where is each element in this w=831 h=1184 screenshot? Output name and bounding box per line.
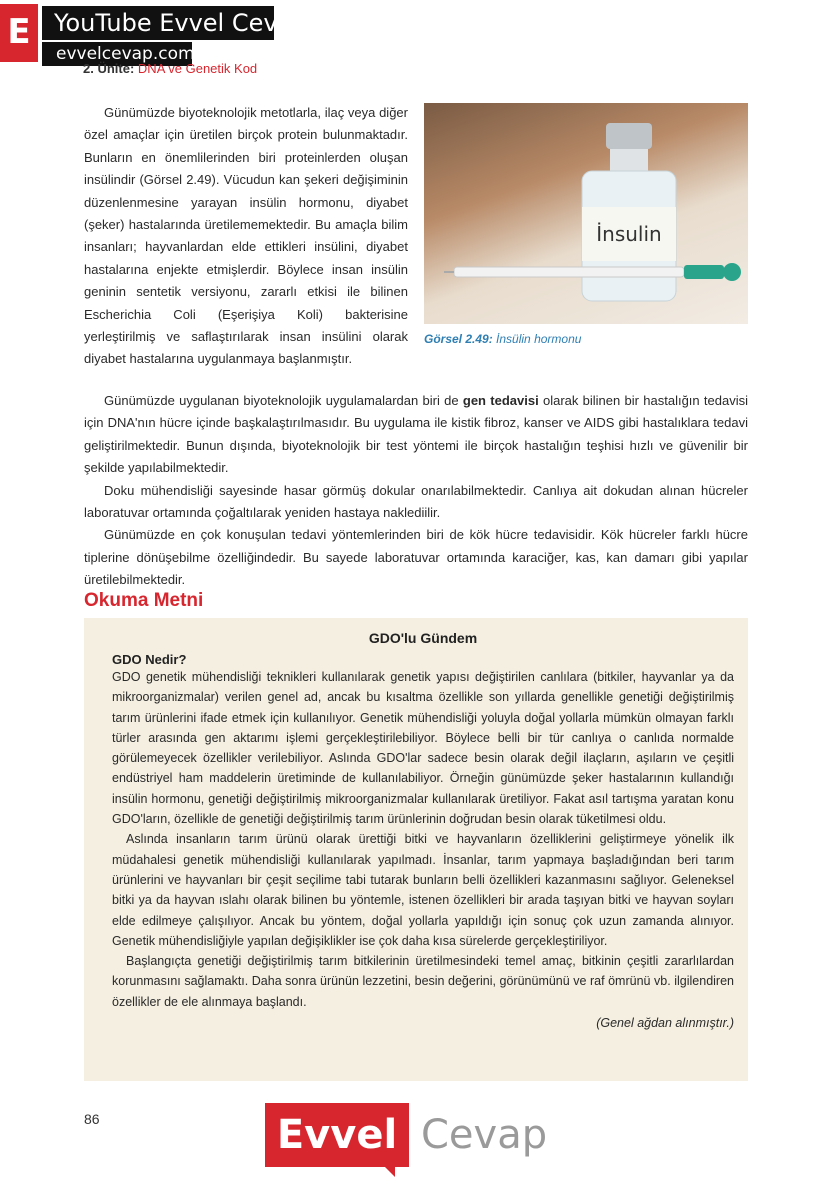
body-text [84,390,748,592]
evvel-logo: E [0,4,38,62]
unit-label: 2. Ünite: [83,61,135,76]
gen-tedavisi-term: gen tedavisi [462,393,539,408]
reading-title: GDO'lu Gündem [368,630,478,646]
reading-box [84,618,748,1081]
unit-topic: DNA ve Genetik Kod [137,61,258,76]
reading-paragraph-1: GDO genetik mühendisliği teknikleri kullanılarak genetik yapısı değiştirilen canlılara (bitkiler, hayvanlar ya da mikroorganizmalar) verilen genel ad, ancak bu kısaltma özellikle son yıllarda genellikle genetiği değiştirilmiş tarım ürünlerini ifade etmek için kullanılıyor. Genetik mühendisliği yoluyla doğal yollarla mümkün olmayan farklı türler arasında gen aktarımı işlemi gerçekleştirilebiliyor. Böylece belli bir tür canlıya o canlıda normalde görülemeyecek özellikler verilebiliyor. Aslında GDO'lar sadece besin olarak değil ilaçların, aşıların ve çeşitli endüstriyel ham maddelerin üretiminde de kullanılabiliyor. Örneğin günümüzde şeker hastalarının kullandığı insülin hormonu, genetiği değiştirilmiş mikroorganizmalar kullanılarak üretiliyor. Fakat asıl tartışma yaratan konu GDO'ların, özellikle de genetiği değiştirilmiş tarım ürünlerinin doğrudan besin olarak tüketilmesi oldu. [112,670,734,827]
body-paragraph-2: Doku mühendisliği sayesinde hasar görmüş dokular onarılabilmektedir. Canlıya ait dokudan alınan hücreler laboratuvar ortamında çoğaltılarak yeniden hastaya naklediilir. [84,482,748,521]
reading-subtitle: GDO Nedir? [112,652,187,667]
photo-caption [424,332,581,346]
bottom-logo[interactable] [265,1103,575,1173]
reading-section-title: Okuma Metni [84,590,204,611]
youtube-banner[interactable]: YouTube Evvel Cevap [42,6,274,40]
reading-paragraph-3: Başlangıçta genetiği değiştirilmiş tarım bitkilerinin üretilmesindeki temel amaç, bitkinin çeşitli zararlılardan korunmasını sağlamaktı. Daha sonra ürünün lezzetini, besin değerini, görünümünü ve raf ömrünü vb. ilgilendiren özellikler de ele alınmaya başlandı. [112,954,734,1009]
brand-header [0,0,308,68]
intro-paragraph: Günümüzde biyoteknolojik metotlarla, ilaç veya diğer özel amaçlar için üretilen birçok protein bulunmaktadır. Bunların en önemlilerinden biri proteinlerden oluşan insülindir (Görsel 2.49). Vücudun kan şekeri değişiminin düzenlenmesine yarayan insülin hormonu, diyabet (şeker) hastalarında üretilememektedir. Bu amaçla bilim insanları; hayvanlardan elde ettikleri insülini, diyabet hastalarına enjekte etmişlerdir. Böylece insan insülin geninin sentetik versiyonu, zararlı etkisi ile bilinen Escherichia Coli (Eşerişiya Koli) bakterisine yerleştirilmiş ve saflaştırılarak insan insülini olarak diyabet hastalarına uygulanmaya başlanmıştır. [84,105,408,367]
body-paragraph-1: Günümüzde uygulanan biyoteknolojik uygulamalardan biri de gen tedavisi olarak bilinen bir hastalığın tedavisi için DNA'nın hücre içinde başkalaştırılmasıdır. Bu uygulama ile kistik fibroz, kanser ve AIDS gibi hastalıklara tedavi geliştirilmektedir. Bunun dışında, biyoteknolojik bir test yöntemi ile birçok hastalığın teşhisi hızlı ve güvenilir bir şekilde yapılabilmektedir. [84,393,748,476]
unit-header [83,61,257,76]
reading-paragraph-2: Aslında insanların tarım ürünü olarak ürettiği bitki ve hayvanların özelliklerini geliştirmeye yönelik ilk müdahalesi genetik mühendisliği kullanılarak yapılmadı. İnsanlar, tarım yapmaya başladığından beri tarım ürünlerini ve hayvanları bir çeşit seçilime tabi tutarak bunların belli özellikleri kazanmasını sağlıyor. Geleneksel bitki ya da hayvan ıslahı olarak bilinen bu yöntemle, istenen özellikleri bir arada taşıyan bitki ve hayvan soyları elde edilmeye çalışılıyor. Ancak bu yöntem, doğal yollarla yapıldığı için sonuç çok uzun zamanda alınıyor. Genetik mühendisliğiyle yapılan değişiklikler ise çok daha kısa sürelerde gerçekleştiriliyor. [112,832,734,948]
reading-source: (Genel ağdan alınmıştır.) [596,1016,734,1031]
intro-text [84,102,408,371]
logo-cevap: Cevap [421,1112,548,1158]
vial-label: İnsulin [596,222,662,246]
body-paragraph-3: Günümüzde en çok konuşulan tedavi yöntemlerinden biri de kök hücre tedavisidir. Kök hücreler farklı hücre tiplerine dönüşebilme özelliğindedir. Bu sayede laboratuvar ortamında karaciğer, kas, kan damarı gibi yapılar üretilebilmektedir. [84,527,748,588]
insulin-photo [424,103,748,324]
site-banner[interactable]: evvelcevap.com [42,42,192,66]
syringe-icon [444,253,744,293]
logo-evvel: Evvel [265,1103,409,1167]
caption-label: Görsel 2.49: [424,332,493,346]
caption-text: İnsülin hormonu [496,332,582,346]
logo-tail [381,1163,395,1177]
page-number: 86 [84,1111,100,1127]
